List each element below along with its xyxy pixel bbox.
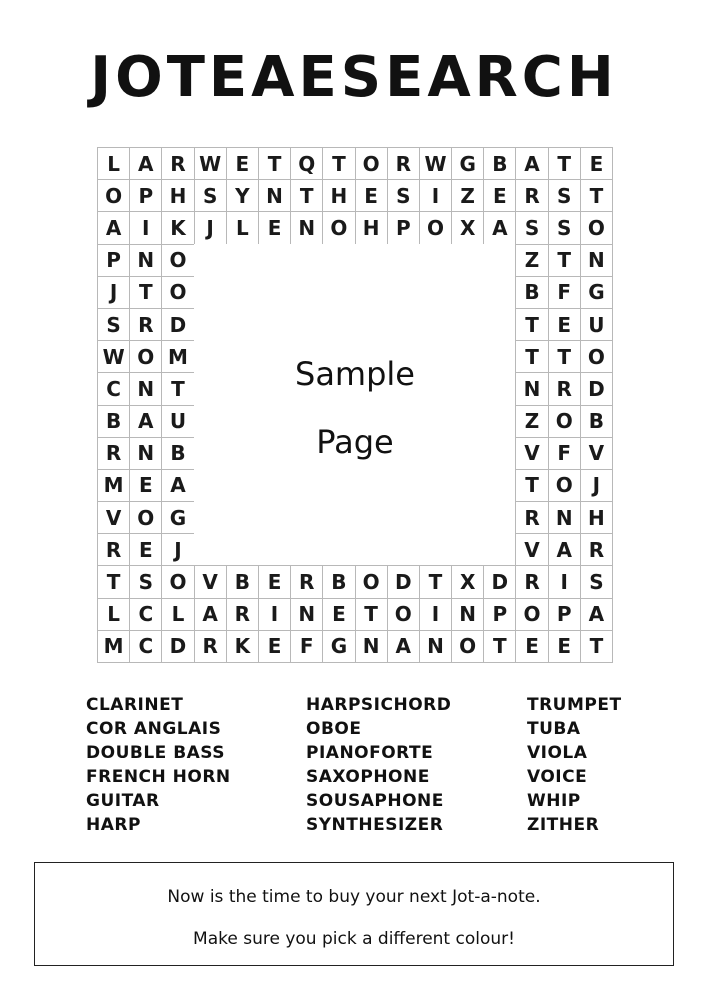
grid-letter-cell: L [97,598,130,631]
grid-letter-cell: V [515,437,548,470]
grid-letter-cell: Z [515,244,548,277]
grid-blank [355,533,388,566]
grid-letter-cell: N [548,501,581,534]
grid-letter-cell: A [129,147,162,180]
grid-blank [451,437,484,470]
grid-letter-cell: A [580,598,613,631]
grid-letter-cell: O [161,244,194,277]
grid-letter-cell: O [129,501,162,534]
grid-letter-cell: R [129,308,162,341]
grid-letter-cell: S [580,565,613,598]
sample-line-2: Page [316,423,394,461]
grid-letter-cell: U [580,308,613,341]
grid-blank [419,501,452,534]
grid-letter-cell: R [515,501,548,534]
grid-blank [355,244,388,277]
grid-letter-cell: N [258,179,291,212]
grid-letter-cell: F [548,437,581,470]
grid-letter-cell: Y [226,179,259,212]
grid-blank [419,244,452,277]
grid-blank [483,340,516,373]
word-item: FRENCH HORN [86,767,231,787]
grid-blank [226,533,259,566]
grid-blank [226,308,259,341]
grid-blank [355,501,388,534]
grid-letter-cell: D [483,565,516,598]
grid-letter-cell: T [419,565,452,598]
grid-letter-cell: T [580,179,613,212]
grid-letter-cell: R [161,147,194,180]
grid-letter-cell: T [290,179,323,212]
word-item: TUBA [527,719,581,739]
grid-blank [483,469,516,502]
grid-letter-cell: X [451,565,484,598]
grid-letter-cell: E [258,211,291,244]
grid-letter-cell: N [129,437,162,470]
grid-letter-cell: R [580,533,613,566]
grid-letter-cell: A [548,533,581,566]
grid-letter-cell: T [580,630,613,663]
grid-letter-cell: R [226,598,259,631]
word-list-column-3 [527,693,622,837]
grid-letter-cell: F [290,630,323,663]
grid-letter-cell: M [97,469,130,502]
grid-letter-cell: H [161,179,194,212]
grid-letter-cell: R [290,565,323,598]
word-item: ZITHER [527,815,600,835]
grid-letter-cell: J [161,533,194,566]
grid-letter-cell: B [97,405,130,438]
grid-blank [451,533,484,566]
grid-letter-cell: G [451,147,484,180]
sample-watermark [260,340,450,476]
page-title: JOTEAESEARCH [90,45,618,110]
grid-blank [194,244,227,277]
sample-line-1: Sample [295,355,415,393]
grid-blank [387,533,420,566]
grid-blank [483,276,516,309]
word-item: VIOLA [527,743,588,763]
grid-letter-cell: R [97,533,130,566]
grid-letter-cell: C [97,372,130,405]
grid-letter-cell: K [161,211,194,244]
grid-letter-cell: Z [451,179,484,212]
grid-letter-cell: T [515,308,548,341]
grid-letter-cell: O [355,565,388,598]
grid-letter-cell: E [258,630,291,663]
grid-blank [194,308,227,341]
grid-blank [483,501,516,534]
grid-blank [258,308,291,341]
grid-blank [322,244,355,277]
grid-letter-cell: N [580,244,613,277]
grid-blank [451,501,484,534]
grid-letter-cell: E [226,147,259,180]
grid-blank [483,405,516,438]
grid-letter-cell: D [161,308,194,341]
grid-blank [387,244,420,277]
grid-letter-cell: T [355,598,388,631]
grid-letter-cell: H [322,179,355,212]
grid-letter-cell: I [419,179,452,212]
grid-letter-cell: R [548,372,581,405]
grid-letter-cell: G [322,630,355,663]
grid-letter-cell: O [161,276,194,309]
grid-letter-cell: O [97,179,130,212]
word-item: WHIP [527,791,581,811]
word-list-column-1 [86,693,231,837]
grid-blank [483,308,516,341]
grid-letter-cell: M [97,630,130,663]
grid-letter-cell: O [322,211,355,244]
grid-letter-cell: W [194,147,227,180]
grid-letter-cell: N [419,630,452,663]
grid-letter-cell: C [129,630,162,663]
grid-blank [194,405,227,438]
grid-letter-cell: J [580,469,613,502]
grid-letter-cell: O [355,147,388,180]
grid-letter-cell: S [129,565,162,598]
grid-blank [258,533,291,566]
grid-blank [387,501,420,534]
grid-blank [483,437,516,470]
grid-letter-cell: A [97,211,130,244]
grid-blank [387,308,420,341]
grid-letter-cell: S [548,211,581,244]
grid-letter-cell: B [515,276,548,309]
grid-letter-cell: L [161,598,194,631]
grid-letter-cell: S [387,179,420,212]
grid-blank [194,533,227,566]
grid-letter-cell: T [258,147,291,180]
word-item: DOUBLE BASS [86,743,226,763]
grid-blank [194,340,227,373]
grid-letter-cell: V [97,501,130,534]
grid-blank [290,276,323,309]
grid-blank [451,340,484,373]
grid-blank [226,501,259,534]
grid-blank [194,501,227,534]
grid-letter-cell: A [515,147,548,180]
grid-letter-cell: T [548,244,581,277]
promo-line-2: Make sure you pick a different colour! [193,929,515,949]
grid-letter-cell: E [129,533,162,566]
grid-letter-cell: O [387,598,420,631]
grid-letter-cell: W [419,147,452,180]
grid-letter-cell: I [258,598,291,631]
grid-letter-cell: N [451,598,484,631]
grid-letter-cell: B [483,147,516,180]
grid-letter-cell: F [548,276,581,309]
grid-letter-cell: T [129,276,162,309]
grid-letter-cell: O [580,211,613,244]
grid-letter-cell: R [515,565,548,598]
grid-blank [226,340,259,373]
grid-letter-cell: M [161,340,194,373]
grid-letter-cell: V [194,565,227,598]
grid-blank [451,276,484,309]
grid-letter-cell: G [580,276,613,309]
grid-letter-cell: N [515,372,548,405]
word-item: HARPSICHORD [306,695,452,715]
grid-letter-cell: S [548,179,581,212]
grid-blank [451,244,484,277]
grid-letter-cell: B [580,405,613,438]
grid-letter-cell: O [161,565,194,598]
grid-letter-cell: B [161,437,194,470]
grid-letter-cell: N [129,244,162,277]
grid-blank [483,533,516,566]
word-item: SYNTHESIZER [306,815,444,835]
grid-letter-cell: S [97,308,130,341]
grid-letter-cell: T [548,340,581,373]
grid-blank [290,501,323,534]
grid-letter-cell: S [194,179,227,212]
grid-blank [451,405,484,438]
word-item: VOICE [527,767,588,787]
grid-letter-cell: R [387,147,420,180]
grid-letter-cell: J [97,276,130,309]
grid-letter-cell: O [515,598,548,631]
grid-blank [419,308,452,341]
grid-letter-cell: A [194,598,227,631]
grid-blank [194,276,227,309]
grid-letter-cell: W [97,340,130,373]
grid-blank [226,372,259,405]
grid-letter-cell: N [129,372,162,405]
grid-blank [194,372,227,405]
grid-letter-cell: A [483,211,516,244]
grid-letter-cell: R [194,630,227,663]
grid-blank [290,308,323,341]
grid-letter-cell: J [194,211,227,244]
grid-letter-cell: E [548,630,581,663]
grid-blank [226,276,259,309]
grid-letter-cell: E [129,469,162,502]
word-item: SOUSAPHONE [306,791,444,811]
grid-blank [194,469,227,502]
grid-letter-cell: E [548,308,581,341]
grid-blank [290,244,323,277]
grid-blank [258,276,291,309]
grid-letter-cell: B [322,565,355,598]
grid-letter-cell: H [355,211,388,244]
grid-letter-cell: L [97,147,130,180]
grid-blank [483,244,516,277]
grid-letter-cell: E [580,147,613,180]
grid-blank [258,501,291,534]
grid-blank [226,244,259,277]
grid-blank [194,437,227,470]
word-list-column-2 [306,693,451,837]
grid-letter-cell: A [161,469,194,502]
grid-letter-cell: X [451,211,484,244]
grid-letter-cell: O [548,405,581,438]
grid-letter-cell: T [97,565,130,598]
grid-blank [419,276,452,309]
grid-letter-cell: U [161,405,194,438]
word-item: OBOE [306,719,362,739]
word-item: HARP [86,815,141,835]
word-item: TRUMPET [527,695,622,715]
grid-letter-cell: R [97,437,130,470]
grid-letter-cell: P [548,598,581,631]
grid-letter-cell: T [548,147,581,180]
grid-blank [355,308,388,341]
grid-letter-cell: P [387,211,420,244]
word-item: GUITAR [86,791,160,811]
grid-blank [226,437,259,470]
grid-letter-cell: P [97,244,130,277]
grid-letter-cell: R [515,179,548,212]
grid-letter-cell: P [483,598,516,631]
grid-letter-cell: N [290,598,323,631]
grid-letter-cell: E [258,565,291,598]
grid-blank [322,308,355,341]
grid-blank [258,244,291,277]
grid-blank [451,372,484,405]
grid-letter-cell: O [129,340,162,373]
grid-blank [451,308,484,341]
grid-letter-cell: E [515,630,548,663]
grid-blank [290,533,323,566]
grid-blank [322,276,355,309]
grid-letter-cell: E [483,179,516,212]
grid-letter-cell: T [161,372,194,405]
word-item: SAXOPHONE [306,767,430,787]
grid-letter-cell: Z [515,405,548,438]
grid-letter-cell: E [355,179,388,212]
grid-letter-cell: A [129,405,162,438]
grid-blank [451,469,484,502]
grid-letter-cell: P [129,179,162,212]
grid-blank [226,469,259,502]
promo-line-1: Now is the time to buy your next Jot-a-note. [167,887,541,907]
grid-letter-cell: N [290,211,323,244]
grid-letter-cell: E [322,598,355,631]
word-item: PIANOFORTE [306,743,434,763]
grid-letter-cell: Q [290,147,323,180]
grid-letter-cell: B [226,565,259,598]
grid-letter-cell: T [322,147,355,180]
grid-letter-cell: C [129,598,162,631]
grid-blank [419,533,452,566]
grid-letter-cell: O [580,340,613,373]
grid-letter-cell: K [226,630,259,663]
grid-blank [226,405,259,438]
grid-blank [355,276,388,309]
grid-letter-cell: D [387,565,420,598]
grid-blank [483,372,516,405]
grid-letter-cell: D [161,630,194,663]
grid-letter-cell: G [161,501,194,534]
word-item: COR ANGLAIS [86,719,222,739]
grid-letter-cell: O [451,630,484,663]
grid-letter-cell: D [580,372,613,405]
grid-letter-cell: H [580,501,613,534]
grid-blank [322,501,355,534]
promo-note-box [34,862,674,966]
word-item: CLARINET [86,695,184,715]
grid-letter-cell: T [515,340,548,373]
grid-letter-cell: O [548,469,581,502]
grid-letter-cell: L [226,211,259,244]
grid-letter-cell: I [129,211,162,244]
grid-letter-cell: V [580,437,613,470]
grid-letter-cell: A [387,630,420,663]
grid-letter-cell: V [515,533,548,566]
grid-letter-cell: N [355,630,388,663]
grid-letter-cell: T [515,469,548,502]
grid-blank [322,533,355,566]
grid-letter-cell: I [548,565,581,598]
grid-letter-cell: I [419,598,452,631]
grid-letter-cell: O [419,211,452,244]
grid-blank [387,276,420,309]
grid-letter-cell: T [483,630,516,663]
grid-letter-cell: S [515,211,548,244]
